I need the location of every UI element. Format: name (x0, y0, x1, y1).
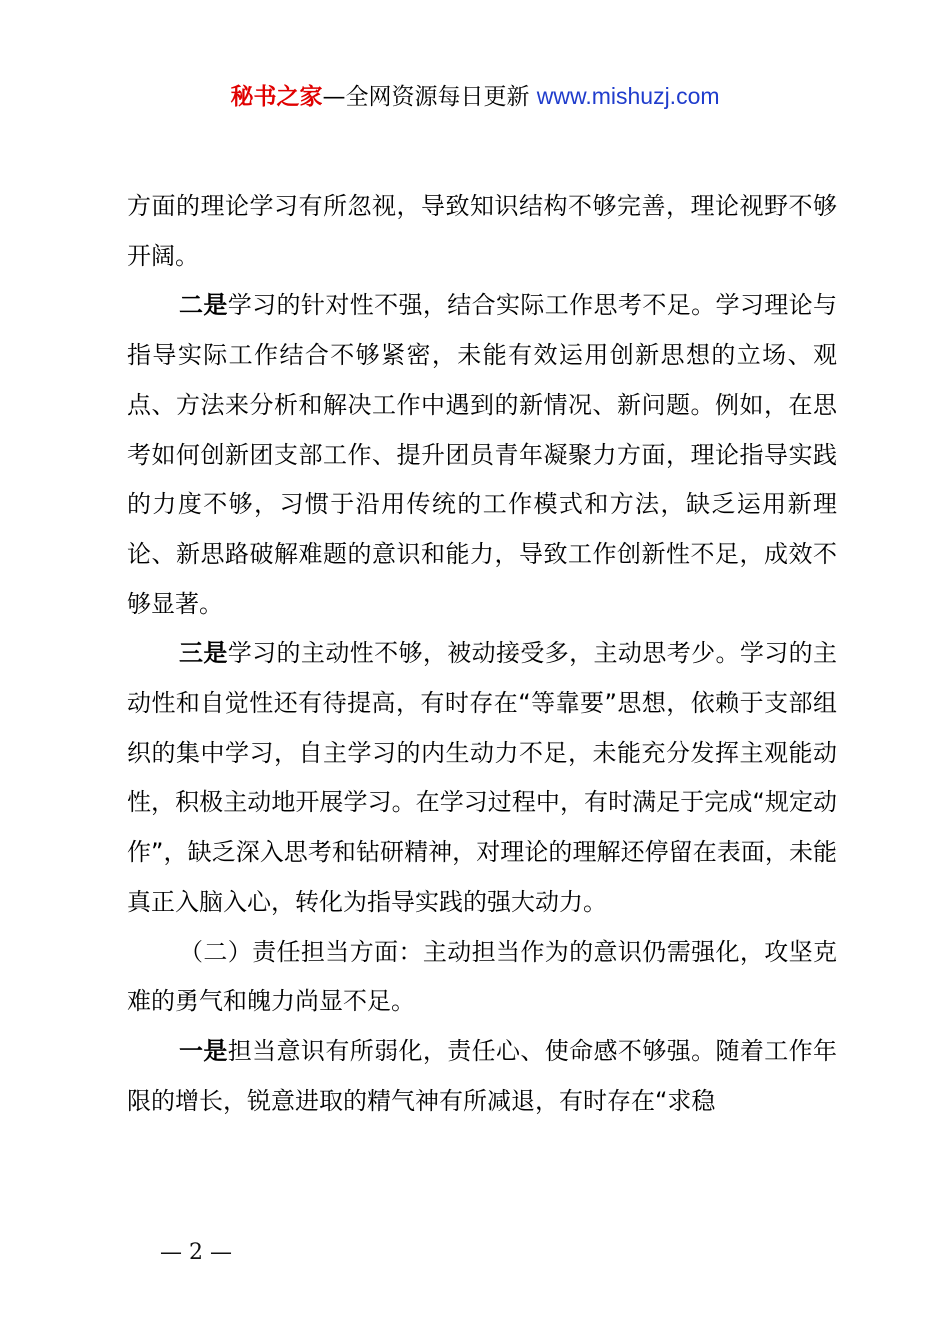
document-body (127, 182, 837, 1126)
brand-name: 秘书之家 (230, 84, 323, 110)
banner-slogan: —全网资源每日更新 (322, 84, 530, 110)
paragraph-text: 学习的针对性不强，结合实际工作思考不足。学习理论与指导实际工作结合不够紧密，未能有效运用创新思想的立场、观点、方法来分析和解决工作中遇到的新情况、新问题。例如，在思考如何创新团支部工作、提升团员青年凝聚力方面，理论指导实践的力度不够，习惯于沿用传统的工作模式和方法，缺乏运用新理论、新思路破解难题的意识和能力，导致工作创新性不足，成效不够显著。 (127, 291, 838, 618)
paragraph-lead: 二是 (179, 291, 228, 320)
paragraph-text: 担当意识有所弱化，责任心、使命感不够强。随着工作年限的增长，锐意进取的精气神有所减退，有时存在“求稳 (127, 1036, 838, 1115)
site-banner (0, 80, 950, 113)
paragraph-point-three (127, 629, 837, 927)
paragraph-lead: 三是 (179, 639, 228, 668)
paragraph-point-one (127, 1027, 837, 1126)
paragraph-point-two (127, 281, 837, 629)
paragraph-lead: 一是 (179, 1036, 228, 1065)
site-url-link[interactable]: www.mishuzj.com (536, 83, 720, 109)
paragraph-continuation (127, 182, 837, 281)
section-heading-responsibility (127, 928, 837, 1027)
page-number: — 2 — (160, 1240, 232, 1265)
paragraph-text: 方面的理论学习有所忽视，导致知识结构不够完善，理论视野不够开阔。 (127, 192, 837, 270)
paragraph-text: 学习的主动性不够，被动接受多，主动思考少。学习的主动性和自觉性还有待提高，有时存在“等靠要”思想，依赖于支部组织的集中学习，自主学习的内生动力不足，未能充分发挥主观能动性，积极主动地开展学习。在学习过程中，有时满足于完成“规定动作”，缺乏深入思考和钻研精神，对理论的理解还停留在表面，未能真正入脑入心，转化为指导实践的强大动力。 (127, 639, 838, 916)
paragraph-text: （二）责任担当方面：主动担当作为的意识仍需强化，攻坚克难的勇气和魄力尚显不足。 (127, 937, 837, 1016)
